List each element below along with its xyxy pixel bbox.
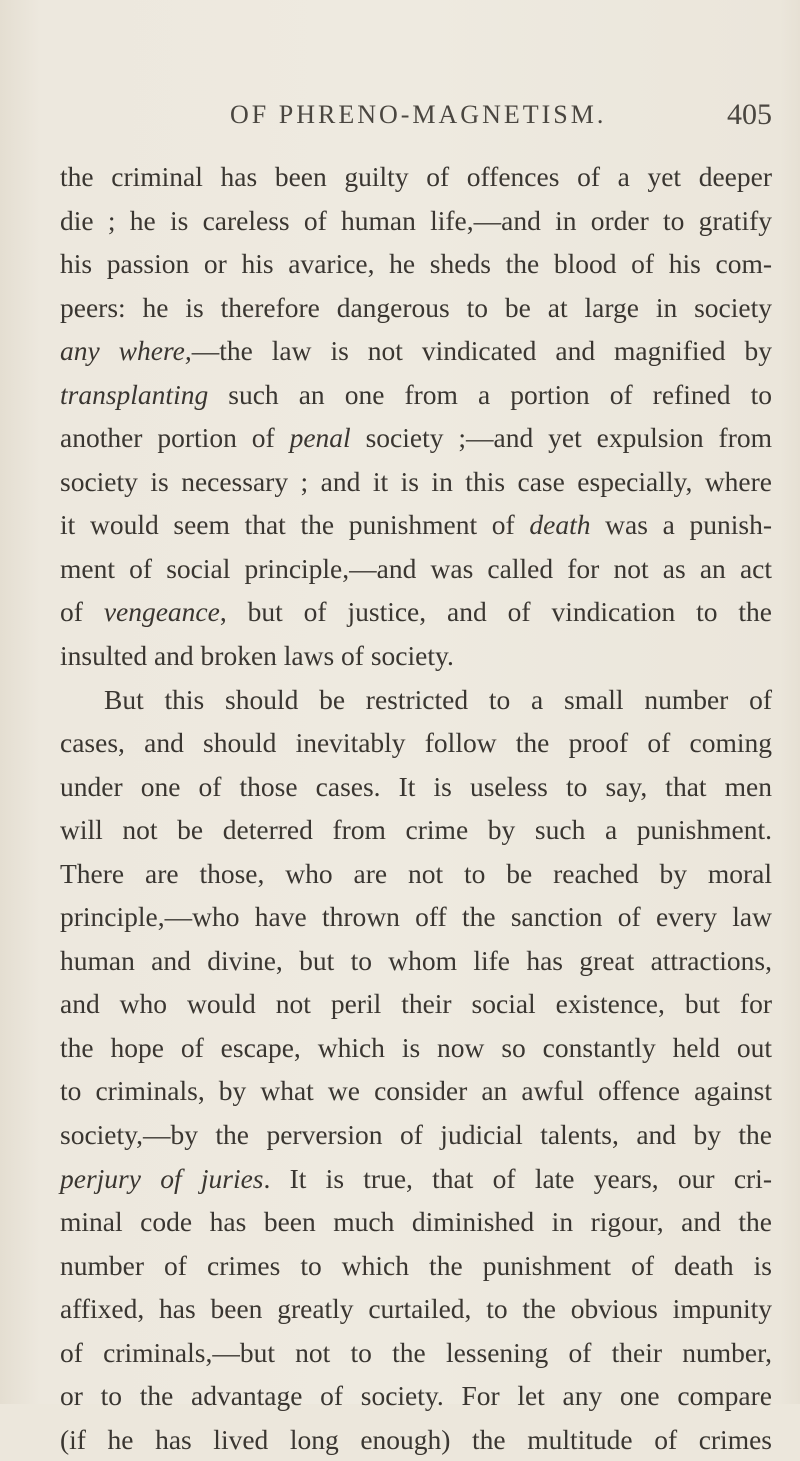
text-segment: or to the advantage of society. For let any one compare [60, 1380, 772, 1412]
italic-text: perjury of juries [60, 1162, 264, 1194]
text-segment: die ; he is careless of human life,—and in order to gratify [60, 204, 772, 236]
text-line [60, 634, 772, 678]
text-segment: principle,—who have thrown off the sanction of every law [60, 901, 772, 933]
text-line [60, 416, 772, 460]
text-segment: to criminals, by what we consider an awful offence against [60, 1075, 772, 1107]
text-line [60, 1374, 772, 1418]
text-segment: of criminals,—but not to the lessening of their number, [60, 1336, 772, 1368]
text-line [60, 286, 772, 330]
italic-text: death [529, 509, 591, 541]
text-segment: and who would not peril their social existence, but for [60, 988, 772, 1020]
text-line [60, 852, 772, 896]
page-header [230, 100, 772, 140]
text-segment: peers: he is therefore dangerous to be at large in society [60, 291, 772, 323]
text-segment: society ;—and yet expulsion from [350, 422, 772, 454]
text-line [60, 1113, 772, 1157]
text-segment: the criminal has been guilty of offences of a yet deeper [60, 161, 772, 192]
italic-text: vengeance [103, 596, 220, 628]
text-segment: ment of social principle,—and was called for not as an act [60, 552, 772, 584]
text-line [60, 460, 772, 504]
text-line [60, 939, 772, 983]
text-line [60, 1200, 772, 1244]
page-number: 405 [727, 98, 772, 131]
text-segment: But this should be restricted to a small number of [104, 683, 772, 715]
text-segment: minal code has been much diminished in rigour, and the [60, 1206, 772, 1238]
text-segment: was a punish- [590, 509, 772, 541]
text-line [60, 590, 772, 634]
text-segment: , but of justice, and of vindication to the [219, 596, 772, 628]
text-segment: it would seem that the punishment of [60, 509, 530, 541]
text-segment: of [60, 596, 104, 628]
text-line [60, 1157, 772, 1201]
text-line [60, 1069, 772, 1113]
text-segment: will not be deterred from crime by such a punishment. [60, 814, 772, 846]
text-segment: another portion of [60, 422, 290, 454]
text-line [60, 808, 772, 852]
text-line [60, 1331, 772, 1375]
text-line [60, 1287, 772, 1331]
italic-text: penal [289, 422, 351, 454]
text-line [60, 373, 772, 417]
text-line [60, 547, 772, 591]
text-segment: affixed, has been greatly curtailed, to the obvious impunity [60, 1293, 772, 1325]
text-segment: —the law is not vindicated and magnified by [191, 335, 772, 367]
italic-text: transplanting [60, 378, 209, 410]
text-segment: society is necessary ; and it is in this case especially, where [60, 465, 772, 497]
text-line [60, 982, 772, 1026]
text-line [60, 242, 772, 286]
text-segment: his passion or his avarice, he sheds the blood of his com- [60, 248, 772, 280]
text-segment: human and divine, but to whom life has great attractions, [60, 944, 772, 976]
running-head: OF PHRENO-MAGNETISM. [230, 100, 607, 129]
text-segment: (if he has lived long enough) the multitude of crimes [60, 1423, 772, 1455]
text-line [60, 765, 772, 809]
text-segment: There are those, who are not to be reached by moral [60, 857, 772, 889]
text-line [60, 1418, 772, 1461]
text-segment: cases, and should inevitably follow the proof of coming [60, 727, 772, 759]
text-line [60, 155, 772, 199]
italic-text: any where, [60, 335, 192, 367]
text-segment: such an one from a portion of refined to [208, 378, 772, 410]
body-text [60, 155, 772, 1461]
text-line [60, 329, 772, 373]
text-line [60, 503, 772, 547]
text-line [60, 1026, 772, 1070]
text-line [60, 678, 772, 722]
text-segment: society,—by the perversion of judicial talents, and by the [60, 1119, 772, 1151]
text-segment: insulted and broken laws of society. [60, 640, 454, 672]
text-segment: the hope of escape, which is now so constantly held out [60, 1031, 772, 1063]
text-segment: under one of those cases. It is useless to say, that men [60, 770, 772, 802]
text-line [60, 721, 772, 765]
text-line [60, 895, 772, 939]
text-line [60, 199, 772, 243]
text-line [60, 1244, 772, 1288]
text-segment: . It is true, that of late years, our cri- [263, 1162, 772, 1194]
text-segment: number of crimes to which the punishment of death is [60, 1249, 772, 1281]
